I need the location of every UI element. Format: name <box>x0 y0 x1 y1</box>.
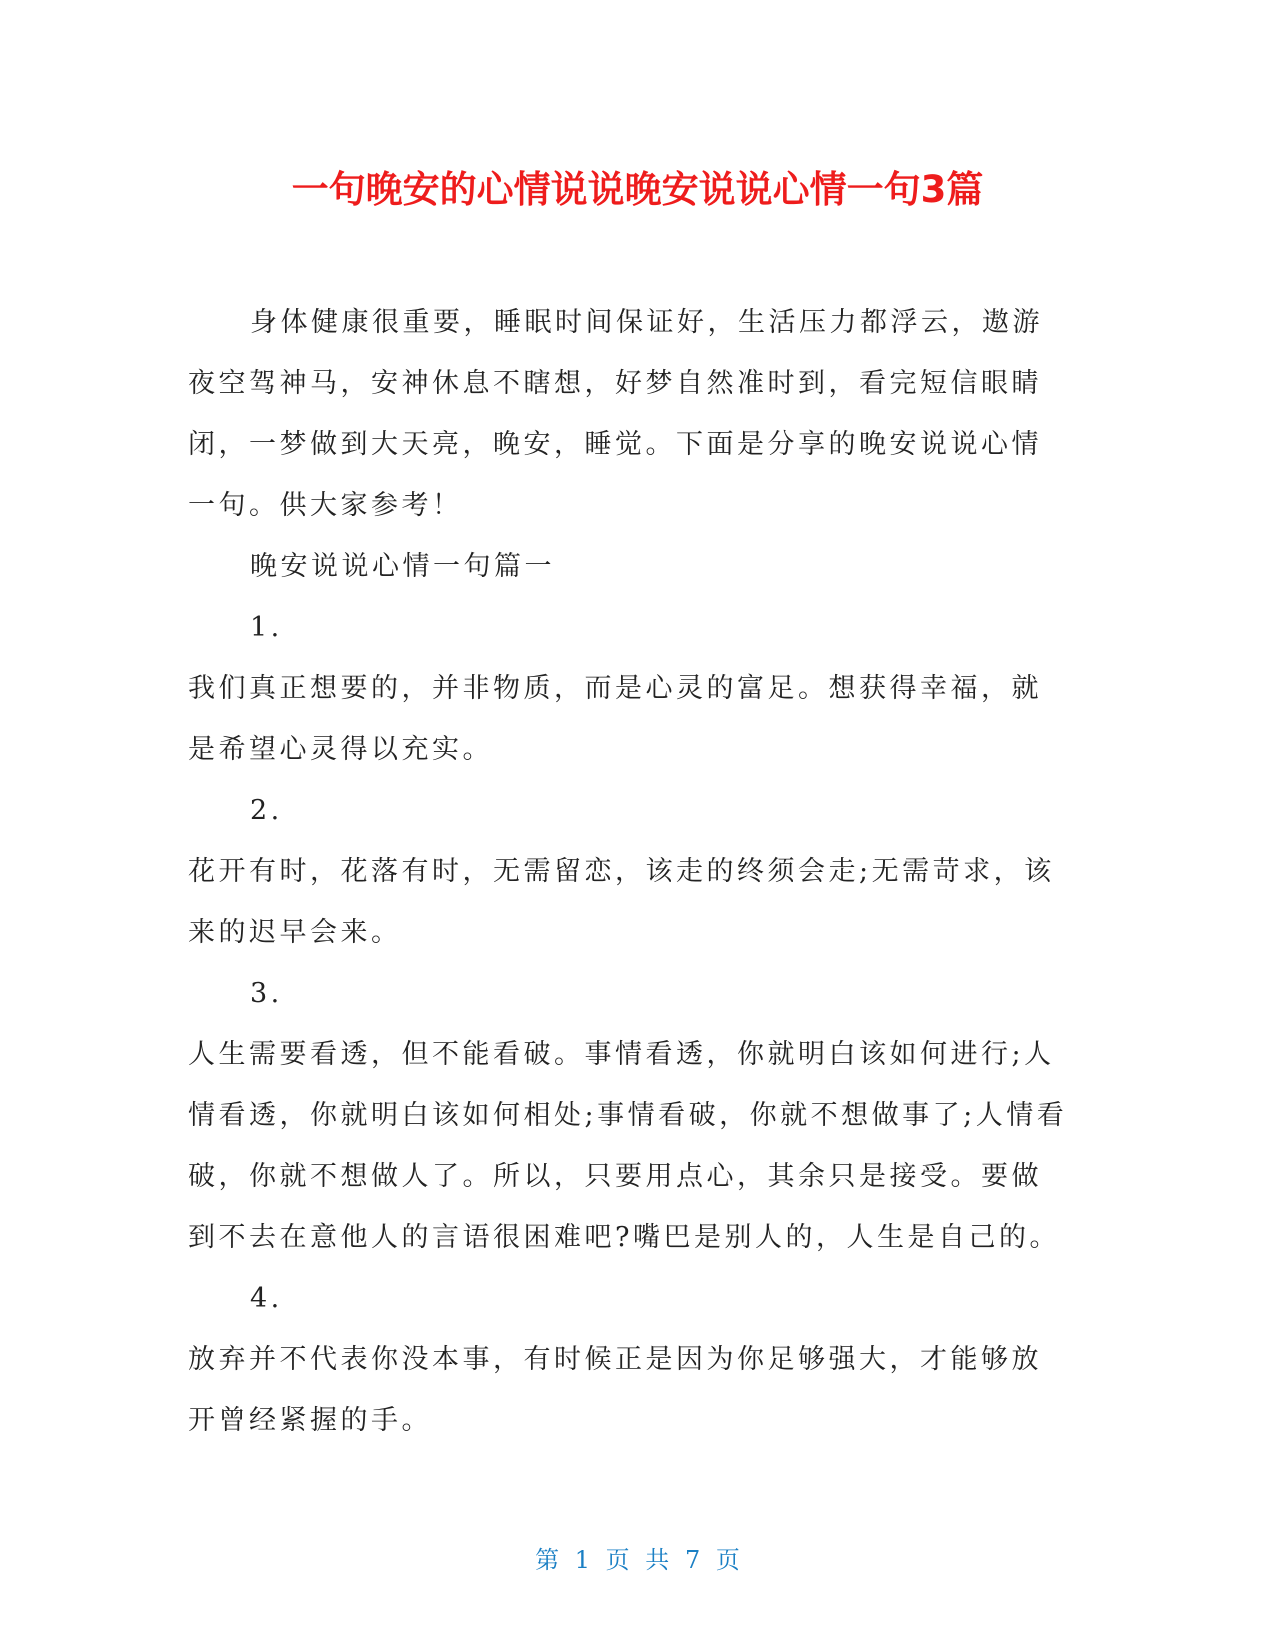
item-text: 花开有时，花落有时，无需留恋，该走的终须会走;无需苛求，该来的迟早会来。 <box>188 856 1055 948</box>
item-text: 我们真正想要的，并非物质，而是心灵的富足。想获得幸福，就是希望心灵得以充实。 <box>188 673 1042 765</box>
section-heading: 晚安说说心情一句篇一 <box>250 551 555 582</box>
document-title: 一句晚安的心情说说晚安说说心情一句3篇 <box>291 168 984 211</box>
item-number: 1. <box>250 612 283 643</box>
item-text: 放弃并不代表你没本事，有时候正是因为你足够强大，才能够放开曾经紧握的手。 <box>188 1344 1042 1436</box>
item-text: 人生需要看透，但不能看破。事情看透，你就明白该如何进行;人情看透，你就明白该如何相处;事情看破，你就不想做事了;人情看破，你就不想做人了。所以，只要用点心，其余只是接受。要做到不去在意他人的言语很困难吧?嘴巴是别人的，人生是自己的。 <box>188 1039 1068 1253</box>
item-number: 4. <box>250 1283 283 1314</box>
document-body <box>188 292 1068 1451</box>
intro-paragraph: 身体健康很重要，睡眠时间保证好，生活压力都浮云，遨游夜空驾神马，安神休息不瞎想，好梦自然准时到，看完短信眼睛闭，一梦做到大天亮，晚安，睡觉。下面是分享的晚安说说心情一句。供大家参考！ <box>188 307 1043 521</box>
page-footer: 第 1 页 共 7 页 <box>535 1546 740 1574</box>
item-number: 2. <box>250 795 283 826</box>
item-number: 3. <box>250 978 283 1009</box>
